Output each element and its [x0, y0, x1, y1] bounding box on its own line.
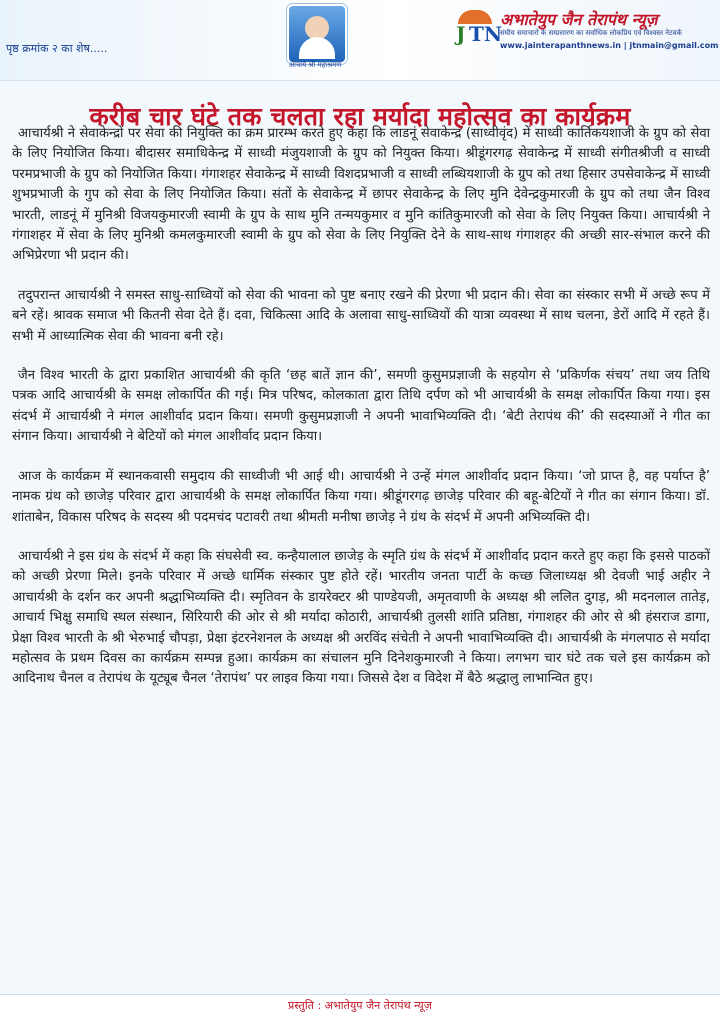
portrait-body	[299, 37, 335, 59]
emblem-caption: आचार्य श्री महाश्रमण	[288, 61, 342, 69]
brand-title: अभातेयुप जैन तेरापंथ न्यूज़	[500, 10, 658, 29]
page-footer	[0, 994, 720, 1019]
paragraph-4: आज के कार्यक्रम में स्थानकवासी समुदाय की साध्वीजी भी आई थी। आचार्यश्री ने उन्हें मंगल आशीर्वाद प्रदान किया। ‘जो प्राप्त है, वह पर्याप्त है’ नामक ग्रंथ को छाजेड़ परिवार द्वारा आचार्यश्री के समक्ष लोकार्पित किया गया। श्रीडूंगरगढ़ छाजेड़ परिवार की बहू-बेटियों ने गीत का संगान किया। डॉ. शांताबेन, विकास परिषद के सदस्य श्री पदमचंद पटावरी तथा श्रीमती मनीषा छाजेड़ ने ग्रंथ के संदर्भ में अपनी अभिव्यक्ति दी।	[12, 468, 710, 525]
jtn-logo-icon	[456, 8, 503, 48]
page-continuation-note: पृष्ठ क्रमांक २ का शेष.....	[6, 42, 108, 55]
article-body	[12, 124, 710, 709]
logo-letter-j: J	[456, 22, 466, 46]
paragraph-5: आचार्यश्री ने इस ग्रंथ के संदर्भ में कहा कि संघसेवी स्व. कन्हैयालाल छाजेड़ के स्मृति ग्रंथ के संदर्भ में आशीर्वाद प्रदान करते हुए कहा कि इससे पाठकों को अच्छी प्रेरणा मिले। इनके परिवार में अच्छे धार्मिक संस्कार पुष्ट होते रहें। भारतीय जनता पार्टी के कच्छ जिलाध्यक्ष श्री देवजी भाई अहीर ने आचार्यश्री के दर्शन कर अपनी श्रद्धाभिव्यक्ति दी। स्मृतिवन के डायरेक्टर श्री पाण्डेयजी, अमृतवाणी के अध्यक्ष श्री ललित दुगड़, श्री मदनलाल तातेड़, आचार्य भिक्षु समाधि स्थल संस्थान, सिरियारी की ओर से श्री मर्यादा कोठारी, आचार्यश्री तुलसी शांति प्रतिष्ठा, गंगाशहर की ओर से श्री हंसराज डागा, प्रेक्षा विश्व भारती के श्री भेरुभाई चौपड़ा, प्रेक्षा इंटरनेशनल के अध्यक्ष श्री अरविंद संचेती ने अपनी भावाभिव्यक्ति दी। आचार्यश्री के मंगलपाठ से मर्यादा महोत्सव के प्रथम दिवस का कार्यक्रम सम्पन्न हुआ। कार्यक्रम का संचालन मुनि दिनेशकुमारजी ने किया। लगभग चार घंटे तक चले इस कार्यक्रम को आदिनाथ चैनल व तेरापंथ के यूट्यूब चैनल ‘तेरापंथ’ पर लाइव किया गया। जिससे देश व विदेश में बैठे श्रद्धालु लाभान्वित हुए।	[12, 548, 710, 687]
paragraph-1: आचार्यश्री ने सेवाकेन्द्रों पर सेवा की नियुक्ति का क्रम प्रारम्भ करते हुए कहा कि लाडनूं सेवाकेन्द्र (साध्वीवृंद) में साध्वी कार्तिकयशाजी के ग्रुप को सेवा के लिए नियोजित किया। बीदासर समाधिकेन्द्र में साध्वी मंजुयशाजी के ग्रुप को नियुक्त किया। श्रीडूंगरगढ़ सेवाकेन्द्र में साध्वी संगीतश्रीजी व साध्वी परमप्रभाजी के ग्रुप को नियोजित किया। गंगाशहर सेवाकेन्द्र में साध्वी विशदप्रभाजी व साध्वी लब्धियशाजी के ग्रुप को तथा हिसार उपसेवाकेन्द्र में साध्वी शुभप्रभाजी के गुप को सेवा के लिए नियोजित किया। संतों के सेवाकेन्द्र में छापर सेवाकेन्द्र के लिए मुनि देवेन्द्रकुमारजी के ग्रुप को तथा जैन विश्व भारती, लाडनूं में मुनिश्री विजयकुमारजी स्वामी के ग्रुप के साथ मुनि तन्मयकुमार व मुनि कांतिकुमारजी को सेवा के लिए नियुक्त किया। आचार्यश्री ने गंगाशहर में सेवा के लिए मुनिश्री कमलकुमारजी स्वामी के ग्रुप को सेवा के लिए नियुक्ति देने के साथ-साथ गंगाशहर की अच्छी सार-संभाल करने की अभिप्रेरणा भी प्रदान की।	[12, 126, 710, 264]
footer-credit: प्रस्तुति : अभातेयुप जैन तेरापंथ न्यूज़	[288, 999, 432, 1012]
paragraph-2: तदुपरान्त आचार्यश्री ने समस्त साधु-साध्वियों को सेवा की भावना को पुष्ट बनाए रखने की प्रेरणा भी प्रदान की। सेवा का संस्कार सभी में अच्छे रूप में बने रहें। श्रावक समाज भी कितनी सेवा देते हैं। दवा, चिकित्सा आदि के अलावा साधु-साध्वियों की यात्रा व्यवस्था में साथ चलना, डेरों आदि में रहते हैं। सभी में आध्यात्मिक सेवा की भावना बनी रहे।	[12, 287, 710, 344]
page-header	[0, 0, 720, 81]
brand-tagline: संघीय समाचारों के सम्प्रसारण का सर्वाधिक लोकप्रिय एवं विश्वस्त नेटवर्क	[500, 29, 682, 37]
article-headline: करीब चार घंटे तक चलता रहा मर्यादा महोत्सव का कार्यक्रम	[89, 101, 631, 131]
logo-letters-tn: TN	[469, 22, 503, 46]
brand-website-email[interactable]: www.jainterapanthnews.in | jtnmain@gmail.com	[500, 41, 719, 50]
acharya-portrait-emblem	[287, 4, 347, 64]
paragraph-3: जैन विश्व भारती के द्वारा प्रकाशित आचार्यश्री की कृति ‘छह बातें ज्ञान की’, समणी कुसुमप्रज्ञाजी के सहयोग से ‘प्रकिर्णक संचय’ तथा जय तिथि पत्रक आदि आचार्यश्री के समक्ष लोकार्पित की गई। मित्र परिषद, कोलकाता द्वारा तिथि दर्पण को भी आचार्यश्री के समक्ष लोकार्पित किया गया। इस संदर्भ में आचार्यश्री ने मंगल आशीर्वाद प्रदान किया। समणी कुसुमप्रज्ञाजी ने अपनी भावाभिव्यक्ति दी। ‘बेटी तेरापंथ की’ की सदस्याओं ने गीत का संगान किया। आचार्यश्री ने बेटियों को मंगल आशीर्वाद प्रदान किया।	[12, 368, 710, 445]
